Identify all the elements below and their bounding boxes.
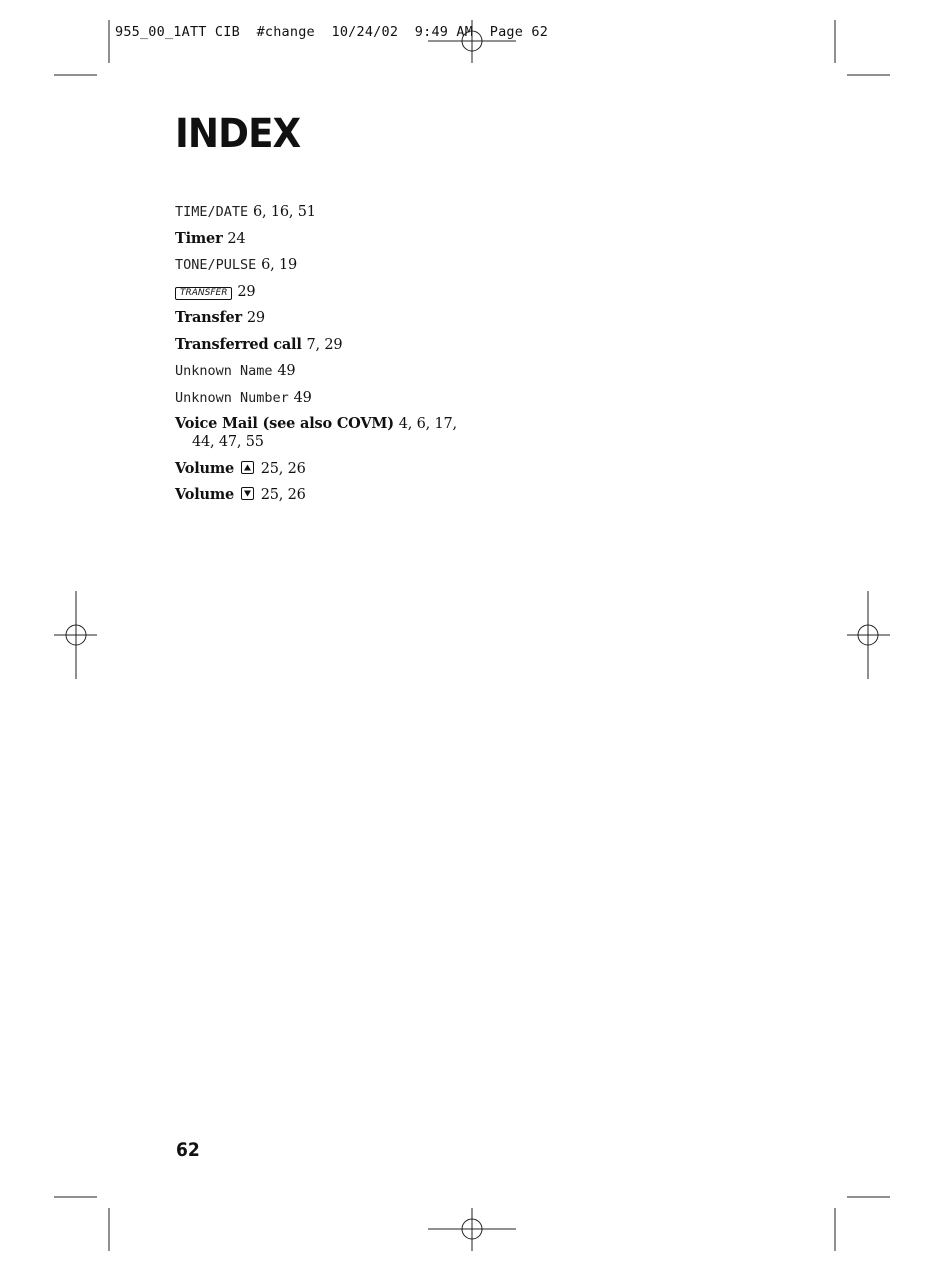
index-term: Unknown Number	[175, 389, 289, 406]
volume-up-key-icon	[241, 461, 254, 474]
index-pages: 49	[277, 363, 296, 379]
index-pages: 4, 6, 17, 44, 47, 55	[192, 416, 457, 450]
index-term: Volume	[175, 486, 235, 503]
index-entry-tone-pulse	[175, 256, 475, 274]
index-entry-volume-up	[175, 460, 475, 478]
volume-down-key-icon	[241, 487, 254, 500]
index-entry-volume-down	[175, 486, 475, 504]
page-number: 62	[176, 1139, 200, 1161]
index-pages: 6, 16, 51	[253, 204, 316, 220]
registration-mark-right	[847, 591, 890, 679]
index-term: Volume	[175, 459, 235, 477]
index-entry-unknown-name	[175, 362, 475, 380]
index-entry-unknown-number	[175, 389, 475, 407]
page-title: INDEX	[175, 111, 301, 157]
index-term: Transfer	[175, 309, 242, 326]
index-term: TIME/DATE	[175, 204, 249, 220]
registration-mark-left	[54, 591, 97, 679]
index-term: TONE/PULSE	[175, 257, 257, 273]
transfer-key-icon: TRANSFER	[175, 287, 232, 300]
print-slug-line: 955_00_1ATT CIB #change 10/24/02 9:49 AM Page 62	[115, 24, 549, 40]
index-term: Transferred call	[175, 335, 302, 353]
index-entry-transfer	[175, 309, 475, 327]
index-list	[175, 203, 475, 513]
index-pages: 25, 26	[260, 487, 306, 503]
index-term: Unknown Name	[175, 363, 273, 379]
index-pages: 49	[293, 389, 312, 406]
index-pages: 25, 26	[260, 460, 306, 477]
index-pages: 29	[246, 310, 265, 326]
index-entry-timer	[175, 230, 475, 248]
registration-mark-bottom	[428, 1208, 516, 1251]
index-entry-transferred-call	[175, 336, 475, 354]
index-entry-time-date	[175, 203, 475, 221]
index-entry-transfer-key	[175, 283, 475, 301]
index-term: Timer	[175, 229, 223, 247]
index-pages: 24	[227, 230, 246, 247]
index-pages: 29	[237, 283, 256, 300]
index-entry-voice-mail	[175, 415, 475, 451]
index-term: Voice Mail (see also COVM)	[175, 415, 394, 432]
index-pages: 6, 19	[261, 257, 298, 273]
index-pages: 7, 29	[306, 336, 343, 353]
